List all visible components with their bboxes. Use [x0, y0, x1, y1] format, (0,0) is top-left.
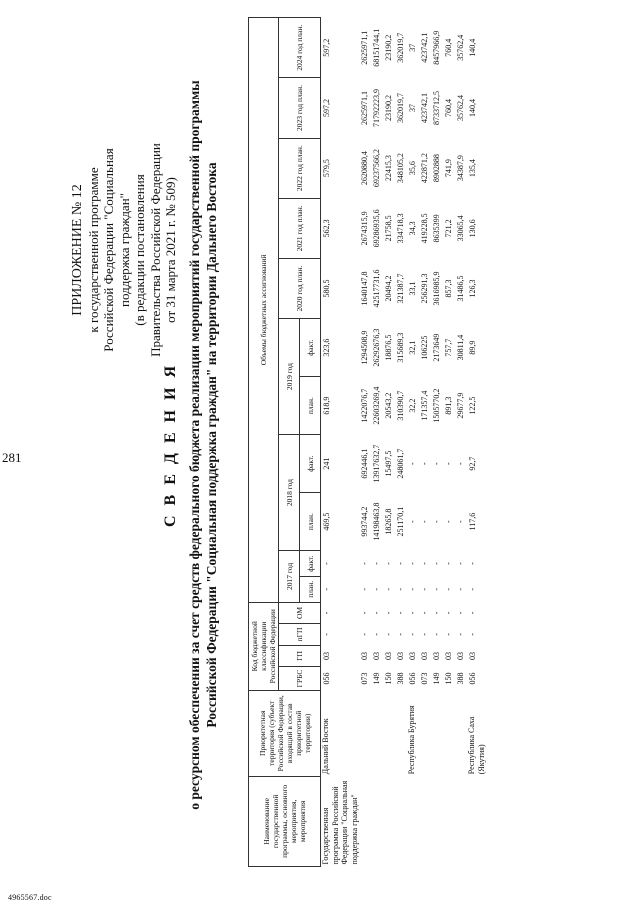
cell-v2018p: 251170,1 — [396, 506, 405, 537]
header-om: ОМ — [279, 602, 321, 624]
cell-gp: 03 — [468, 651, 477, 660]
cell-v2021: 130,6 — [468, 219, 477, 238]
header-plan: план. — [300, 377, 321, 435]
cell-gp: 03 — [396, 651, 405, 660]
cell-v2020: 580,5 — [322, 279, 331, 298]
cell-program — [371, 776, 383, 866]
cell-pgp: - — [444, 633, 453, 636]
header-2019: 2019 год — [279, 319, 300, 435]
cell-v2024: 140,4 — [468, 38, 477, 57]
cell-program — [407, 776, 419, 866]
cell-v2022: 8902888 — [432, 154, 441, 183]
cell-om: - — [432, 611, 441, 615]
cell-territory — [371, 690, 383, 776]
cell-v2017f: - — [456, 562, 465, 565]
cell-v2023: 362019,7 — [396, 93, 405, 124]
cell-v2017f: - — [432, 562, 441, 565]
cell-v2017p: - — [468, 587, 477, 591]
cell-gp: 03 — [322, 651, 331, 660]
cell-v2017f: - — [468, 562, 477, 565]
cell-v2018f: 241 — [322, 457, 331, 470]
table-row — [321, 18, 360, 867]
cell-v2018p: 469,5 — [322, 512, 331, 531]
cell-v2018f: - — [420, 462, 429, 465]
header-fact: факт. — [300, 319, 321, 377]
cell-v2018f: - — [408, 462, 417, 465]
cell-v2017p: - — [408, 587, 417, 591]
header-program: Наименование государственной программы, основного мероприятия, мероприятия — [249, 776, 321, 866]
cell-v2021: 69286935,6 — [372, 209, 381, 248]
cell-v2021: 334718,3 — [396, 213, 405, 244]
cell-v2019p: 32,2 — [408, 398, 417, 413]
cell-v2022: 69237566,2 — [372, 149, 381, 188]
cell-v2019f: 18876,5 — [384, 334, 393, 361]
header-budget-code: Код бюджетной классификации Российской Федерации — [249, 602, 279, 690]
cell-v2022: 22415,3 — [384, 155, 393, 182]
cell-v2022: 135,4 — [468, 159, 477, 178]
cell-territory — [443, 690, 455, 776]
cell-v2017p: - — [372, 587, 381, 591]
cell-gp: 03 — [432, 651, 441, 660]
appendix-title: ПРИЛОЖЕНИЕ № 12 — [70, 184, 85, 316]
funding-table — [248, 17, 486, 867]
page-number: 281 — [2, 450, 22, 465]
table-row — [455, 18, 467, 867]
cell-v2020: 33,1 — [408, 281, 417, 296]
cell-v2018p: - — [420, 520, 429, 523]
cell-v2017f: - — [322, 562, 331, 565]
cell-v2019f: 26292676,3 — [372, 328, 381, 367]
cell-v2019p: 1505770,2 — [432, 388, 441, 423]
appendix-line: поддержка граждан" — [116, 193, 132, 307]
cell-territory: Республика Саха (Якутия) — [467, 716, 486, 775]
cell-program — [419, 776, 431, 866]
cell-v2019p: 891,3 — [444, 396, 453, 415]
cell-v2019f: 89,9 — [468, 340, 477, 355]
cell-pgp: - — [322, 633, 331, 636]
cell-v2018f: 248061,7 — [396, 448, 405, 479]
header-2024: 2024 год план. — [279, 18, 321, 78]
header-fact: факт. — [300, 551, 321, 577]
cell-v2018p: 18265,8 — [384, 508, 393, 535]
cell-v2022: 34387,9 — [456, 155, 465, 182]
table-row — [419, 18, 431, 867]
cell-v2024: 423742,1 — [420, 32, 429, 63]
cell-om: - — [360, 611, 369, 615]
cell-v2018f: - — [456, 462, 465, 465]
cell-om: - — [444, 611, 453, 615]
cell-v2017p: - — [420, 587, 429, 591]
cell-territory: Дальний Восток — [321, 718, 330, 775]
cell-v2018f: 13917632,7 — [372, 444, 381, 483]
cell-v2017p: - — [432, 587, 441, 591]
cell-v2020: 20494,2 — [384, 275, 393, 302]
cell-pgp: - — [384, 633, 393, 636]
cell-gp: 03 — [372, 651, 381, 660]
cell-v2017p: - — [360, 587, 369, 591]
cell-v2020: 857,3 — [444, 279, 453, 298]
subtitle-line: Российской Федерации "Социальная поддержка граждан" на территории Дальнего Востока — [204, 162, 219, 728]
cell-pgp: - — [420, 633, 429, 636]
cell-grbs: 056 — [322, 672, 331, 685]
cell-v2019p: 171357,4 — [420, 390, 429, 421]
cell-pgp: - — [396, 633, 405, 636]
cell-v2023: 597,2 — [322, 99, 331, 118]
cell-program — [383, 776, 395, 866]
cell-v2024: 37 — [408, 43, 417, 52]
table-row — [383, 18, 395, 867]
cell-v2024: 2625971,1 — [360, 30, 369, 65]
cell-grbs: 056 — [468, 672, 477, 685]
cell-program — [395, 776, 407, 866]
cell-program — [359, 776, 371, 866]
header-2017: 2017 год — [279, 551, 300, 603]
cell-v2019f: 2173649 — [432, 333, 441, 362]
cell-v2022: 2620880,4 — [360, 151, 369, 186]
cell-v2018p: - — [444, 520, 453, 523]
document-title: С В Е Д Е Н И Я — [162, 362, 179, 528]
cell-om: - — [322, 611, 331, 615]
cell-territory — [383, 690, 395, 776]
header-gp: ГП — [279, 645, 321, 666]
cell-grbs: 150 — [384, 672, 393, 685]
appendix-line: от 31 марта 2021 г. № 509) — [163, 177, 178, 323]
cell-v2019p: 618,9 — [322, 396, 331, 415]
cell-v2019f: 32,1 — [408, 340, 417, 355]
cell-v2023: 71792223,9 — [372, 89, 381, 128]
cell-territory — [395, 690, 407, 776]
appendix-line: Правительства Российской Федерации — [147, 143, 163, 357]
cell-v2021: 721,2 — [444, 219, 453, 238]
cell-v2018p: 117,6 — [468, 512, 477, 531]
cell-v2020: 126,3 — [468, 279, 477, 298]
appendix-line: к государственной программе — [85, 167, 101, 333]
subtitle-line: о ресурсном обеспечении за счет средств федерального бюджета реализации мероприятий государственной программы — [187, 80, 202, 810]
cell-v2019f: 323,6 — [322, 338, 331, 357]
title-block — [162, 65, 220, 825]
cell-v2018p: - — [456, 520, 465, 523]
cell-grbs: 073 — [420, 672, 429, 685]
cell-v2017f: - — [396, 562, 405, 565]
cell-v2019f: 757,7 — [444, 338, 453, 357]
cell-v2023: 8733712,5 — [432, 91, 441, 126]
cell-pgp: - — [360, 633, 369, 636]
cell-v2024: 760,4 — [444, 38, 453, 57]
cell-om: - — [468, 611, 477, 615]
cell-v2017p: - — [444, 587, 453, 591]
cell-v2022: 741,9 — [444, 159, 453, 178]
header-volumes: Объемы бюджетных ассигнований — [249, 18, 279, 603]
cell-gp: 03 — [384, 651, 393, 660]
cell-v2023: 140,4 — [468, 99, 477, 118]
cell-v2024: 23190,2 — [384, 34, 393, 61]
cell-v2019p: 122,5 — [468, 396, 477, 415]
cell-v2017f: - — [360, 562, 369, 565]
cell-v2021: 419228,5 — [420, 213, 429, 244]
cell-v2018p: - — [432, 520, 441, 523]
cell-gp: 03 — [420, 651, 429, 660]
table-row — [407, 18, 419, 867]
cell-v2017f: - — [444, 562, 453, 565]
cell-v2019f: 106225 — [420, 335, 429, 360]
cell-v2018f: - — [444, 462, 453, 465]
header-2021: 2021 год план. — [279, 198, 321, 258]
cell-grbs: 388 — [456, 672, 465, 685]
header-2022: 2022 год план. — [279, 138, 321, 198]
cell-om: - — [396, 611, 405, 615]
header-2023: 2023 год план. — [279, 78, 321, 138]
cell-v2019p: 22603269,4 — [372, 386, 381, 425]
cell-v2020: 42517731,6 — [372, 269, 381, 308]
cell-v2018f: 692446,1 — [360, 448, 369, 479]
cell-v2020: 1640147,8 — [360, 271, 369, 306]
cell-pgp: - — [456, 633, 465, 636]
cell-territory — [455, 690, 467, 776]
cell-v2023: 760,4 — [444, 99, 453, 118]
header-plan: план. — [300, 493, 321, 551]
cell-program — [443, 776, 455, 866]
cell-v2020: 3616985,9 — [432, 271, 441, 306]
cell-grbs: 056 — [408, 672, 417, 685]
header-plan: план. — [300, 576, 321, 602]
cell-v2021: 21758,5 — [384, 215, 393, 242]
cell-v2019f: 30811,4 — [456, 334, 465, 361]
cell-v2021: 33065,4 — [456, 215, 465, 242]
cell-v2024: 68151744,1 — [372, 28, 381, 67]
cell-program: Государственная программа Российской Федерации "Социальная поддержка граждан" — [321, 780, 359, 865]
cell-v2018p: - — [408, 520, 417, 523]
table-row — [467, 18, 486, 867]
header-territory: Приоритетная территория (субъект Российской Федерации, входящий в состав приоритетной территории) — [249, 690, 321, 776]
cell-v2019f: 1294508,9 — [360, 330, 369, 365]
cell-v2024: 35762,4 — [456, 34, 465, 61]
cell-v2017p: - — [322, 587, 331, 591]
cell-territory — [431, 690, 443, 776]
cell-territory — [419, 690, 431, 776]
footer-docref: 4965567.doc — [8, 893, 52, 902]
table-row — [395, 18, 407, 867]
appendix-line: Российской Федерации "Социальная — [101, 148, 116, 352]
header-pgp: пГП — [279, 624, 321, 645]
cell-program — [455, 776, 467, 866]
cell-om: - — [456, 611, 465, 615]
cell-v2019f: 315689,3 — [396, 332, 405, 363]
cell-om: - — [420, 611, 429, 615]
cell-v2022: 422871,2 — [420, 153, 429, 184]
header-2020: 2020 год план. — [279, 258, 321, 318]
cell-v2024: 362019,7 — [396, 32, 405, 63]
cell-v2023: 2625971,1 — [360, 91, 369, 126]
cell-om: - — [408, 611, 417, 615]
table-row — [431, 18, 443, 867]
cell-v2019p: 1422076,7 — [360, 388, 369, 423]
appendix-line: (в редакции постановления — [132, 174, 147, 326]
cell-program — [467, 776, 486, 866]
cell-grbs: 073 — [360, 672, 369, 685]
cell-v2022: 35,6 — [408, 161, 417, 176]
table-body — [321, 18, 487, 867]
table-row — [359, 18, 371, 867]
cell-v2019p: 20543,2 — [384, 392, 393, 419]
cell-gp: 03 — [408, 651, 417, 660]
table-row — [371, 18, 383, 867]
cell-om: - — [372, 611, 381, 615]
table-row — [443, 18, 455, 867]
cell-v2017f: - — [420, 562, 429, 565]
cell-v2019p: 29677,9 — [456, 392, 465, 419]
cell-v2021: 34,3 — [408, 221, 417, 236]
cell-v2023: 423742,1 — [420, 93, 429, 124]
rotated-sheet — [10, 5, 635, 885]
cell-v2018f: 15497,5 — [384, 450, 393, 477]
cell-v2021: 562,3 — [322, 219, 331, 238]
cell-v2023: 23190,2 — [384, 95, 393, 122]
cell-v2024: 597,2 — [322, 38, 331, 57]
cell-v2020: 31486,5 — [456, 275, 465, 302]
cell-v2017f: - — [408, 562, 417, 565]
cell-program — [431, 776, 443, 866]
cell-grbs: 150 — [444, 672, 453, 685]
cell-pgp: - — [408, 633, 417, 636]
cell-v2024: 8457966,9 — [432, 30, 441, 65]
cell-v2020: 321387,7 — [396, 273, 405, 304]
cell-v2022: 348105,2 — [396, 153, 405, 184]
cell-v2018f: 92,7 — [468, 456, 477, 471]
cell-v2017f: - — [372, 562, 381, 565]
cell-v2020: 256291,3 — [420, 273, 429, 304]
cell-pgp: - — [432, 633, 441, 636]
cell-v2022: 579,5 — [322, 159, 331, 178]
cell-v2018p: 14198463,8 — [372, 502, 381, 541]
cell-territory: Республика Бурятия — [407, 705, 416, 775]
cell-v2018p: 993744,2 — [360, 506, 369, 537]
cell-territory — [359, 690, 371, 776]
cell-v2019p: 310390,7 — [396, 390, 405, 421]
cell-gp: 03 — [444, 651, 453, 660]
document-subtitle — [186, 65, 220, 825]
cell-v2021: 8635399 — [432, 214, 441, 243]
cell-grbs: 149 — [372, 672, 381, 685]
cell-pgp: - — [372, 633, 381, 636]
cell-v2017f: - — [384, 562, 393, 565]
cell-v2023: 35762,4 — [456, 95, 465, 122]
cell-v2017p: - — [456, 587, 465, 591]
cell-v2017p: - — [384, 587, 393, 591]
cell-grbs: 388 — [396, 672, 405, 685]
cell-v2018f: - — [432, 462, 441, 465]
cell-gp: 03 — [360, 651, 369, 660]
cell-gp: 03 — [456, 651, 465, 660]
cell-pgp: - — [468, 633, 477, 636]
header-2018: 2018 год — [279, 435, 300, 551]
cell-v2017p: - — [396, 587, 405, 591]
header-grbs: ГРБС — [279, 667, 321, 691]
cell-grbs: 149 — [432, 672, 441, 685]
header-fact: факт. — [300, 435, 321, 493]
cell-v2021: 2674315,9 — [360, 211, 369, 246]
cell-v2023: 37 — [408, 104, 417, 113]
cell-om: - — [384, 611, 393, 615]
